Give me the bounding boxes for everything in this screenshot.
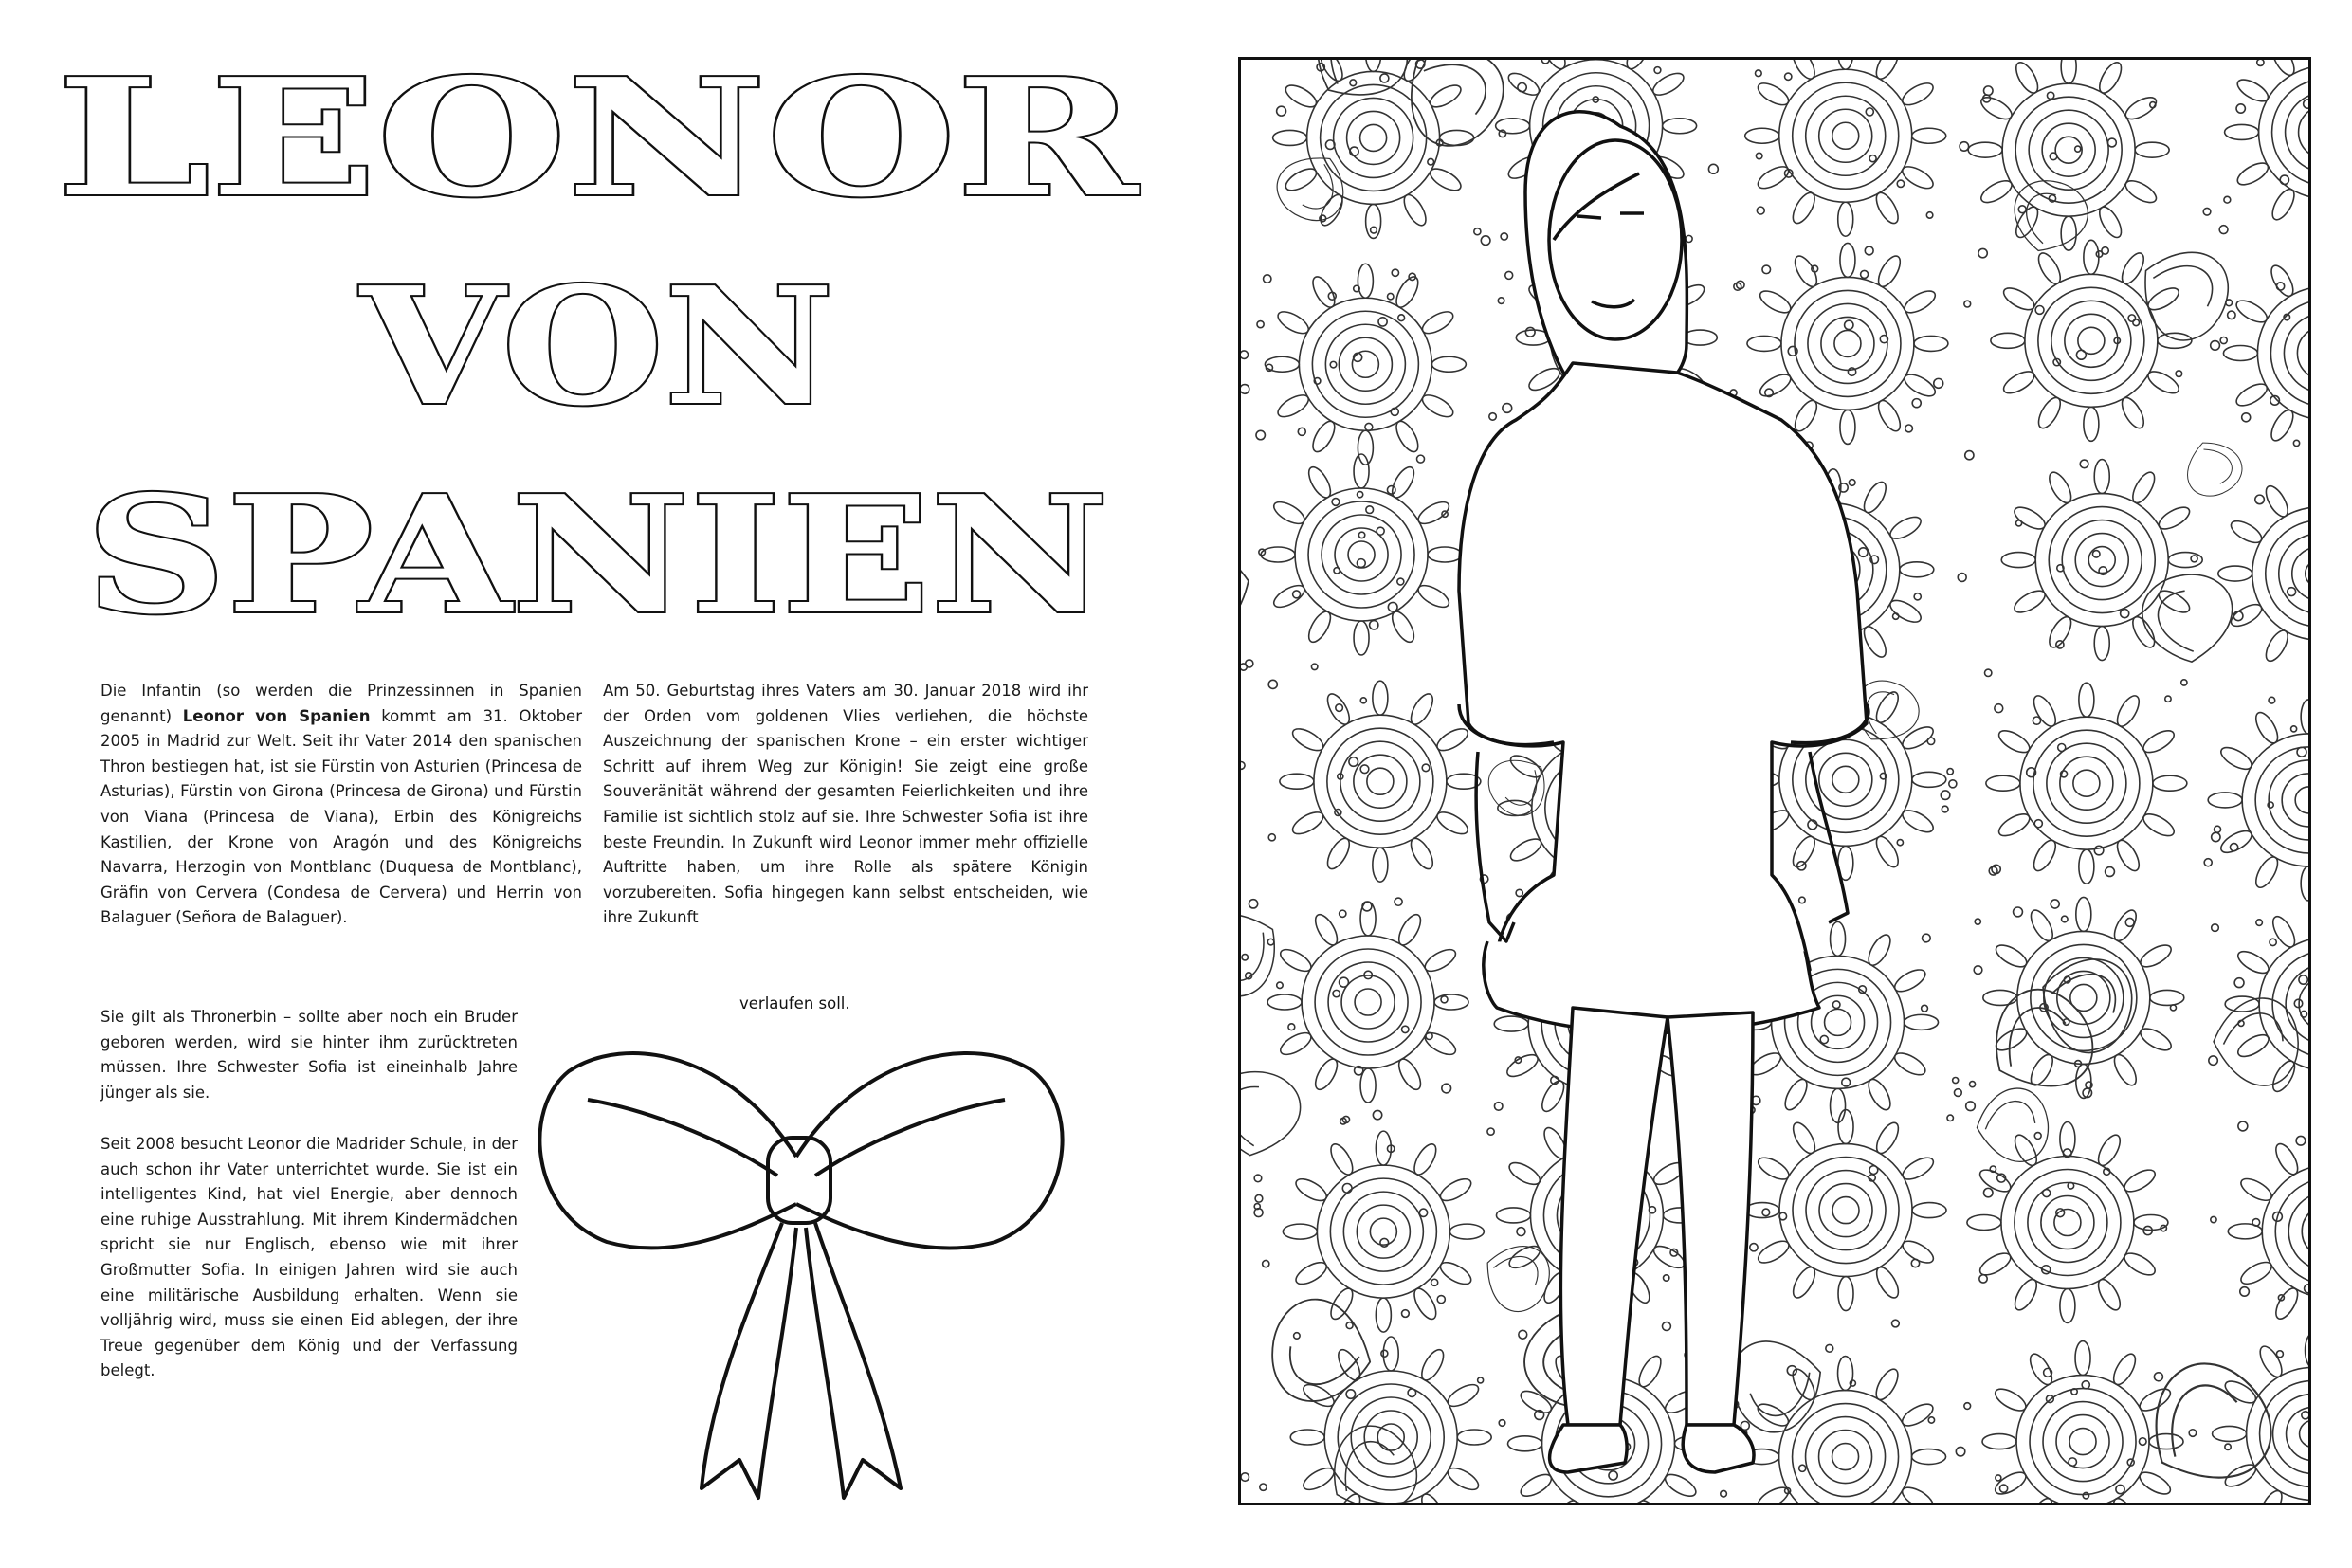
text-col1-name: Leonor von Spanien — [182, 706, 371, 725]
title-line-2: VON — [358, 252, 834, 442]
text-col2: Am 50. Geburtstag ihres Vaters am 30. Januar 2018 wird ihr der Orden vom goldenen Vlies verliehen, die höchste Auszeichnung der spanischen Krone – ein erster wichtiger Schritt auf ihrem Weg zur Königin! Sie zeigt eine große Souveränität während der gesamten Feierlichkeiten und ihre Familie ist sichtlich stolz auf sie. Ihre Schwester Sofia ist ihre beste Freundin. In Zukunft wird Leonor immer mehr offizielle Auftritte haben, um ihre Rolle als spätere Königin vorzubereiten. Sofia hingegen kann selbst entscheiden, wie ihre Zukunft — [603, 682, 1088, 927]
girl-figure-icon — [1241, 60, 2311, 1505]
coloring-frame — [1238, 57, 2311, 1505]
text-col3: Sie gilt als Thronerbin – sollte aber noch ein Bruder geboren werden, wird sie hinter ihm zurücktreten müssen. Ihre Schwester Sofia ist eineinhalb Jahre jünger als sie. — [100, 1008, 518, 1102]
title-line-1: LEONOR — [57, 52, 1140, 233]
title-line-3: SPANIEN — [85, 461, 1109, 650]
decorative-title — [38, 52, 1157, 659]
text-col1-rest: kommt am 31. Oktober 2005 in Madrid zur Welt. Seit ihr Vater 2014 den spanischen Thron bestiegen hat, ist sie Fürstin von Asturien (Princesa de Asturias), Fürstin von Girona (Princesa de Girona) und Fürstin von Viana (Princesa de Viana), Erbin des Königreichs Kastilien, der Krone von Aragón und des Königreichs Navarra, Herzogin von Montblanc (Duquesa de Montblanc), Gräfin von Cervera (Condesa de Cervera) und Herrin von Balaguer (Señora de Balaguer). — [100, 706, 582, 927]
bow-ribbon-icon — [512, 995, 1081, 1526]
text-col1-intro: Die Infantin (so werden die Prinzessinnen in Spanien genannt) — [100, 682, 582, 725]
text-column-2 — [603, 679, 1088, 931]
text-col2-tail: verlaufen soll. — [739, 994, 850, 1012]
text-column-1 — [100, 679, 582, 931]
right-page — [1176, 0, 2352, 1568]
text-column-3 — [100, 1005, 518, 1105]
text-col4: Seit 2008 besucht Leonor die Madrider Schule, in der auch schon ihr Vater unterrichtet wurde. Sie ist ein intelligentes Kind, hat viel Energie, aber dennoch eine ruhige Ausstrahlung. Mit ihrem Kindermädchen spricht sie nur Englisch, ebenso wie mit ihrer Großmutter Sofia. In einigen Jahren wird sie auch eine militärische Ausbildung erhalten. Wenn sie volljährig wird, muss sie einen Eid ablegen, der ihre Treue gegenüber dem König und der Verfassung belegt. — [100, 1135, 518, 1380]
text-column-4 — [100, 1132, 518, 1384]
